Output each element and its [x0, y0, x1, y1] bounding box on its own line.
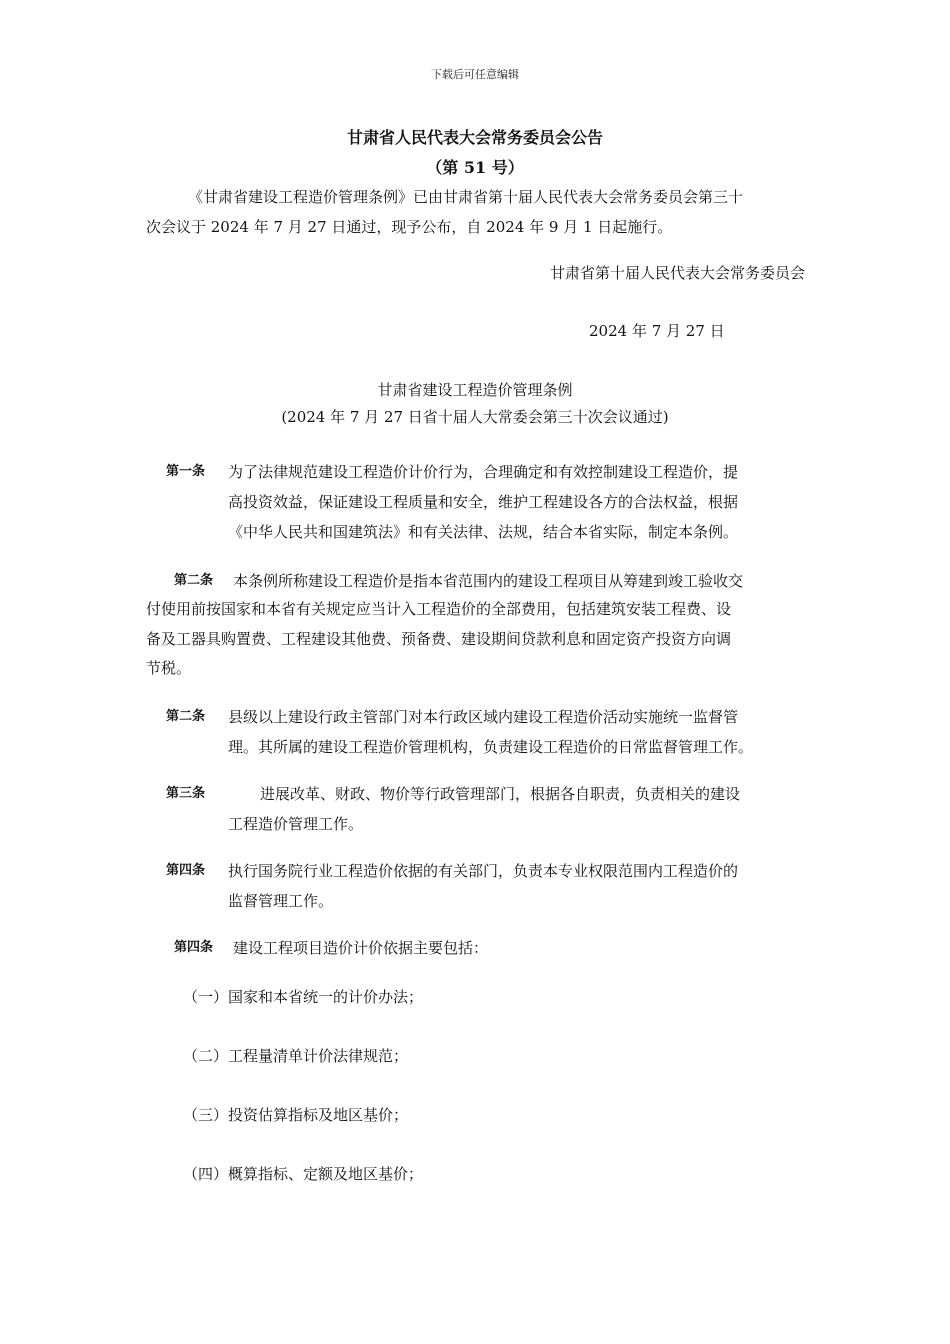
article-line: 本条例所称建设工程造价是指本省范围内的建设工程项目从筹建到竣工验收交: [233, 572, 744, 590]
regulation-adopted: (2024 年 7 月 27 日省十届人大常委会第三十次会议通过): [281, 408, 669, 426]
regulation-title: 甘肃省建设工程造价管理条例: [377, 381, 573, 399]
article-line: 付使用前按国家和本省有关规定应当计入工程造价的全部费用，包括建筑安装工程费、设: [146, 600, 732, 618]
article-line: 建设工程项目造价计价依据主要包括：: [233, 939, 489, 957]
article-label: 第四条: [166, 863, 206, 878]
announcement-number: （第 51 号）: [426, 158, 524, 177]
article-line: 进展改革、财政、物价等行政管理部门，根据各自职责，负责相关的建设: [260, 785, 741, 803]
list-item: （四）概算指标、定额及地区基价；: [183, 1165, 424, 1183]
article-label: 第三条: [166, 786, 206, 801]
intro-line-1: 《甘肃省建设工程造价管理条例》已由甘肃省第十届人民代表大会常务委员会第三十: [188, 188, 744, 206]
article-line: 县级以上建设行政主管部门对本行政区域内建设工程造价活动实施统一监督管: [228, 708, 739, 726]
issue-date: 2024 年 7 月 27 日: [589, 322, 725, 340]
article-body: [228, 457, 818, 547]
article-body: [228, 856, 818, 916]
article-body: [228, 702, 818, 762]
issuer: 甘肃省第十届人民代表大会常务委员会: [549, 264, 805, 282]
list-item: （二）工程量清单计价法律规范；: [183, 1047, 409, 1065]
article-label: 第一条: [166, 464, 206, 479]
article-line: 《中华人民共和国建筑法》和有关法律、法规，结合本省实际，制定本条例。: [228, 523, 739, 541]
article-line: 备及工器具购置费、工程建设其他费、预备费、建设期间贷款利息和固定资产投资方向调: [146, 630, 732, 648]
article-line: 为了法律规范建设工程造价计价行为，合理确定和有效控制建设工程造价，提: [228, 463, 739, 481]
download-note: 下载后可任意编辑: [431, 68, 519, 81]
article-body: [228, 779, 818, 839]
article-label: 第二条: [174, 573, 214, 588]
article-line: 执行国务院行业工程造价依据的有关部门，负责本专业权限范围内工程造价的: [228, 862, 739, 880]
article-line: 节税。: [146, 659, 192, 677]
list-item: （一）国家和本省统一的计价办法；: [183, 988, 424, 1006]
intro-line-2: 次会议于 2024 年 7 月 27 日通过，现予公布，自 2024 年 9 月 1 日起施行。: [146, 218, 673, 236]
announcement-title: 甘肃省人民代表大会常务委员会公告: [346, 128, 603, 147]
article-line: 高投资效益，保证建设工程质量和安全，维护工程建设各方的合法权益，根据: [228, 493, 739, 511]
article-label: 第二条: [166, 709, 206, 724]
article-line: 工程造价管理工作。: [228, 815, 364, 833]
article-line: 监督管理工作。: [228, 892, 334, 910]
list-item: （三）投资估算指标及地区基价；: [183, 1106, 409, 1124]
article-label: 第四条: [174, 940, 214, 955]
article-line: 理。其所属的建设工程造价管理机构，负责建设工程造价的日常监督管理工作。: [228, 738, 754, 756]
